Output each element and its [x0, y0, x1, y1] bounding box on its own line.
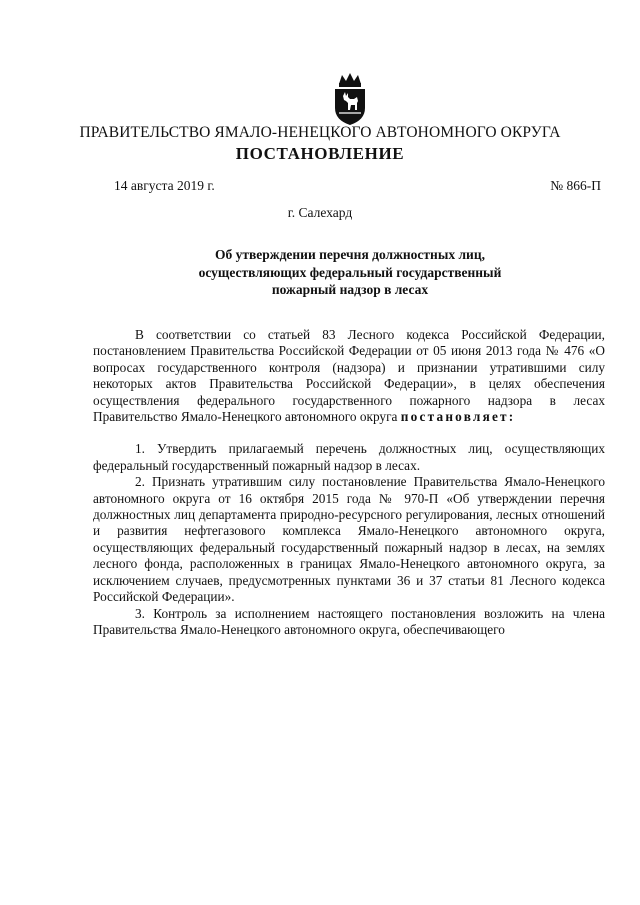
- preamble-paragraph: [93, 327, 605, 425]
- document-date: 14 августа 2019 г.: [114, 178, 215, 193]
- item-3-paragraph: 3. Контроль за исполнением настоящего постановления возложить на члена Правительства Ямало-Ненецкого автономного округа, обеспечивающего: [93, 605, 605, 637]
- yamal-nenets-coat-of-arms-icon: [330, 72, 370, 126]
- document-city: г. Салехард: [287, 205, 353, 220]
- document-title-line: осуществляющих федеральный государственный: [198, 264, 502, 280]
- document-title: [150, 246, 550, 299]
- document-kind: ПОСТАНОВЛЕНИЕ: [235, 144, 405, 163]
- item-1-paragraph: 1. Утвердить прилагаемый перечень должностных лиц, осуществляющих федеральный государственный пожарный надзор в лесах.: [93, 441, 605, 473]
- government-title: ПРАВИТЕЛЬСТВО ЯМАЛО-НЕНЕЦКОГО АВТОНОМНОГО ОКРУГА: [79, 124, 561, 141]
- resolves-word: постановляет: [400, 409, 509, 425]
- preamble-text: В соответствии со статьей 83 Лесного кодекса Российской Федерации, постановлением Правительства Российской Федерации от 05 июня 2013 года № 476 «О вопросах государственного контроля (надзора) и признании утратившими силу некоторых актов Правительства Российской Федерации», в целях обеспечения осуществления федерального государственного пожарного надзора в лесах Правительство Ямало-Ненецкого автономного округа: [93, 327, 605, 425]
- document-number: № 866-П: [550, 178, 601, 193]
- document-body: [93, 327, 605, 638]
- item-2-paragraph: 2. Признать утратившим силу постановление Правительства Ямало-Ненецкого автономного округа от 16 октября 2015 года № 970-П «Об утверждении перечня должностных лиц департамента природно-ресурсного регулирования, лесных отношений и развития нефтегазового комплекса Ямало-Ненецкого автономного округа, осуществляющих федеральный государственный пожарный надзор в лесах, на землях лесного фонда, расположенных в границах Ямало-Ненецкого автономного округа, за исключением случаев, предусмотренных пунктами 36 и 37 статьи 81 Лесного кодекса Российской Федерации».: [93, 474, 605, 605]
- document-title-line: Об утверждении перечня должностных лиц,: [215, 247, 485, 262]
- document-title-line: пожарный надзор в лесах: [271, 282, 429, 297]
- resolves-colon: :: [508, 409, 514, 425]
